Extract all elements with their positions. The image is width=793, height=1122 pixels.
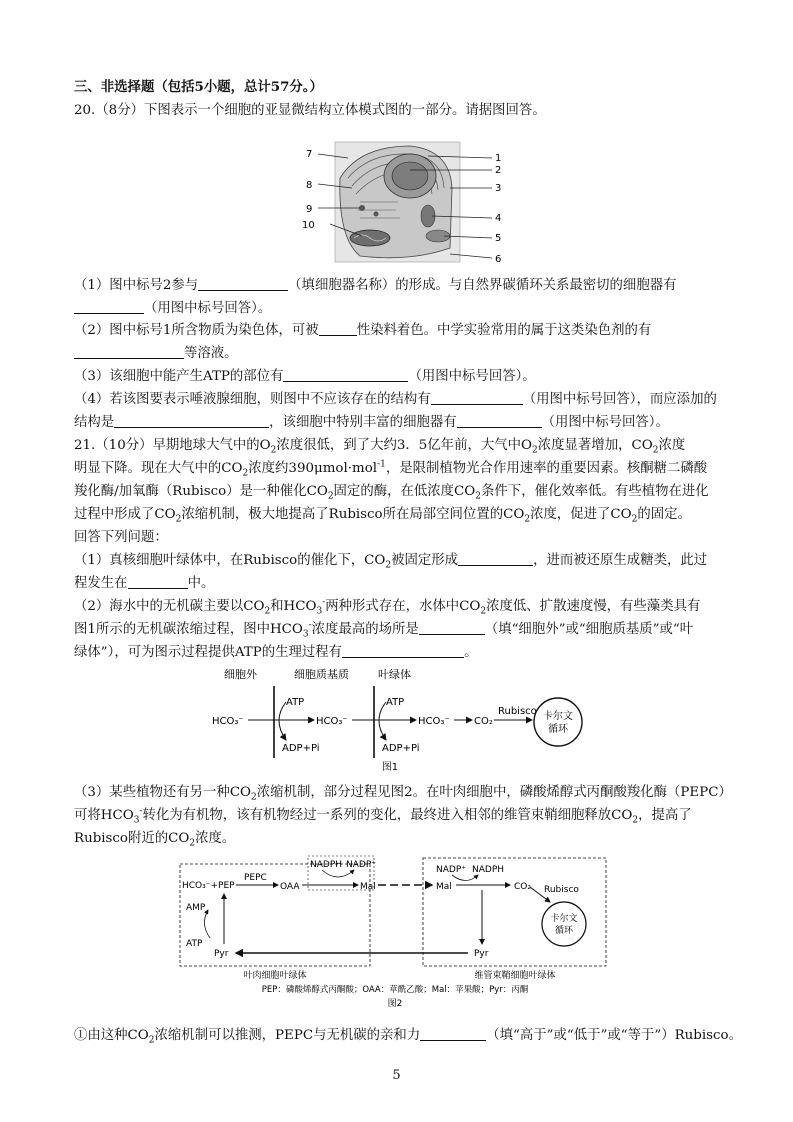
superscript: -1 [377, 459, 386, 470]
fig-label-3: 3 [495, 183, 502, 194]
text: 结构是 [74, 415, 115, 430]
nadp-label-left: NADP⁺ [346, 860, 376, 870]
text: （3）某些植物还有另一种CO [74, 785, 252, 800]
figure-1-caption: 图1 [381, 762, 399, 773]
text: （填细胞器名称）的形成。与自然界碳循环关系最密切的细胞器有 [288, 278, 677, 293]
region-label-cytoplasm: 细胞质基质 [294, 668, 349, 681]
text: 的固定。 [637, 507, 691, 522]
atp-label-fig2: ATP [186, 939, 203, 949]
nadph-label-right: NADPH [472, 865, 505, 875]
text: 中。 [187, 576, 215, 591]
text: 性染料着色。中学实验常用的属于这类染色剂的有 [356, 323, 652, 338]
hco3-outside: HCO₃⁻ [212, 716, 244, 727]
text: 羧化酶/加氧酶（Rubisco）是一种催化CO [74, 484, 328, 499]
calvin-cycle-label-fig2-2: 循环 [554, 926, 574, 936]
text: 图1所示的无机碳浓缩过程，图中HCO [74, 622, 303, 637]
text: 程发生在 [74, 576, 128, 591]
text: （4）若该图要表示唾液腺细胞，则图中不应该存在的结构有 [74, 392, 431, 407]
text: ，是限制植物光合作用速率的重要因素。核酮糖二磷酸 [385, 461, 708, 476]
section-title: 三、非选择题（包括5小题，总计57分。） [74, 79, 323, 95]
fig-label-5: 5 [495, 233, 502, 244]
q21-stem-line4: 过程中形成了$CO_2$浓缩机制，极大地提高了Rubisco所在局部空间位置的$CO_2$浓度，促进了$CO_2$的固定。 [74, 507, 691, 525]
text: （填“细胞外”或“细胞质基质”或“叶 [484, 622, 694, 637]
atp-label-1: ATP [286, 697, 305, 708]
text: 浓度，促进了CO [530, 507, 632, 522]
answer-blank[interactable] [128, 575, 188, 589]
text: 过程中形成了CO [74, 507, 176, 522]
cell-structure-drawing [300, 138, 510, 266]
text: 浓度很低，到了大约3．5亿年前，大气中O [276, 438, 533, 453]
q20-part3 [74, 368, 536, 385]
calvin-cycle-circle-fig2 [542, 902, 586, 946]
q21-prompt: 回答下列问题： [74, 530, 168, 545]
text: Rubisco附近的CO [74, 831, 190, 846]
text: 。 [464, 645, 478, 660]
text: 浓度 [658, 438, 686, 453]
fig-label-4: 4 [495, 213, 502, 224]
answer-blank[interactable] [458, 552, 533, 566]
atp-label-2: ATP [386, 697, 405, 708]
text: 条件下，催化效率低。有些植物在进化 [481, 484, 709, 499]
rubisco-label-fig2: Rubisco [544, 885, 579, 895]
answer-blank[interactable] [114, 414, 269, 428]
answer-blank[interactable] [419, 621, 485, 635]
pyr-label-left: Pyr [214, 949, 229, 959]
fig-label-6: 6 [495, 254, 502, 265]
q20-part4-line1 [74, 391, 717, 408]
answer-blank[interactable] [283, 368, 408, 382]
q21-part3-line1: （3）某些植物还有另一种$CO_2$浓缩机制，部分过程见图2。在叶肉细胞中，磷酸烯醇式丙酮酸羧化酶（PEPC） [74, 785, 732, 803]
text: ，提高了 [638, 808, 692, 823]
text: （3）该细胞中能产生ATP的部位有 [74, 369, 284, 384]
q20-part4-line2 [74, 414, 669, 431]
answer-blank[interactable] [342, 644, 464, 658]
text: （用图中标号回答）。 [144, 301, 272, 316]
text: 21.（10分）早期地球大气中的O [74, 438, 271, 453]
oaa-label: OAA [280, 882, 300, 892]
nadp-label-right: NADP⁺ [436, 865, 466, 875]
text: （1）图中标号2参与 [74, 278, 199, 293]
fig-label-1: 1 [495, 153, 502, 164]
calvin-cycle-label-fig2-1: 卡尔文 [550, 914, 578, 924]
calvin-cycle-circle [534, 698, 582, 746]
q21-stem-line2: 明显下降。现在大气中的$CO_2$浓度约390μmol·mol$^{-1}$，是限制植物光合作用速率的重要因素。核酮糖二磷酸 [74, 459, 708, 479]
amp-label: AMP [186, 903, 206, 913]
calvin-cycle-label-2: 循环 [548, 724, 568, 735]
region-label-outside: 细胞外 [224, 668, 257, 681]
text: ，进而被还原生成糖类，此过 [533, 553, 708, 568]
fig-label-2: 2 [495, 165, 502, 176]
q21-part2-line3 [74, 644, 477, 661]
q20-stem: 20.（8分）下图表示一个细胞的亚显微结构立体模式图的一部分。请据图回答。 [74, 103, 546, 118]
rubisco-label: Rubisco [498, 706, 537, 717]
text: （填“高于”或“低于”或“等于”）Rubisco。 [486, 1028, 742, 1043]
text: 浓度显著增加，CO [537, 438, 653, 453]
text: ①由这种CO [74, 1028, 149, 1043]
text: （1）真核细胞叶绿体中，在Rubisco的催化下，CO [74, 553, 386, 568]
mesophyll-chloroplast-box [180, 864, 370, 966]
text: 固定的酶，在低浓度CO [333, 484, 476, 499]
answer-blank[interactable] [198, 277, 288, 291]
figure-2-caption: 图2 [387, 999, 403, 1009]
text: （用图中标号回答），而应添加的 [522, 392, 717, 407]
q20-part2-line2 [74, 345, 238, 362]
mal-label-left: Mal [360, 882, 376, 892]
figure-1-diagram [210, 664, 590, 776]
page-number: 5 [392, 1068, 401, 1083]
text: 被固定形成 [391, 553, 459, 568]
q21-subpart1: ①由这种$CO_2$浓缩机制可以推测，PEPC与无机碳的亲和力 （填“高于”或“低于”或“等于”）Rubisco。 [74, 1028, 742, 1046]
region-label-chloroplast: 叶绿体 [378, 668, 411, 681]
answer-blank[interactable] [319, 322, 357, 336]
q21-part2-line1: （2）海水中的无机碳主要以$CO_2$和$HCO_3^-$两种形式存在，水体中$CO_2$浓度低、扩散速度慢，有些藻类具有 [74, 597, 701, 617]
hco3-chloroplast: HCO₃⁻ [418, 716, 450, 727]
answer-blank[interactable] [74, 345, 184, 359]
nadph-label-left: NADPH [310, 860, 343, 870]
bundle-sheath-box-label: 维管束鞘细胞叶绿体 [474, 971, 556, 981]
text: 可将HCO [74, 808, 134, 823]
text: 绿体”），可为图示过程提供ATP的生理过程有 [74, 645, 343, 660]
q21-part2-line2: 图1所示的无机碳浓缩过程，图中$HCO_3^-$浓度最高的场所是 （填“细胞外”或“细胞质基质”或“叶 [74, 620, 694, 640]
text: 浓缩机制可以推测，PEPC与无机碳的亲和力 [154, 1028, 421, 1043]
text: （2）海水中的无机碳主要以CO [74, 599, 265, 614]
figure-2-diagram [170, 852, 620, 1012]
mal-label-right: Mal [436, 882, 452, 892]
answer-blank[interactable] [420, 1027, 486, 1041]
text: 两种形式存在，水体中CO [325, 599, 481, 614]
pyr-label-right: Pyr [474, 949, 489, 959]
pepc-label: PEPC [244, 873, 267, 883]
q21-stem-line1: 21.（10分）早期地球大气中的$O_2$浓度很低，到了大约3．5亿年前，大气中$O_2$浓度显著增加，$CO_2$浓度 [74, 438, 686, 456]
co2-label-fig2: CO₂ [514, 882, 531, 892]
co2-label: CO₂ [474, 716, 493, 727]
figure-1 [210, 664, 590, 776]
text: 等溶液。 [184, 346, 238, 361]
text: （2）图中标号1所含物质为染色体，可被 [74, 323, 319, 338]
answer-blank[interactable] [74, 300, 144, 314]
adp-label-1: ADP+Pi [282, 743, 320, 754]
calvin-cycle-label-1: 卡尔文 [543, 711, 573, 722]
answer-blank[interactable] [457, 414, 542, 428]
figure-2 [170, 852, 620, 1012]
q20-part2-line1 [74, 322, 651, 339]
mesophyll-box-label: 叶肉细胞叶绿体 [243, 971, 307, 981]
text: 和HCO [270, 599, 317, 614]
q21-part3-line2: 可将$HCO_3^-$转化为有机物，该有机物经过一系列的变化，最终进入相邻的维管束鞘细胞释放$CO_2$，提高了 [74, 806, 692, 826]
figure-2-legend: PEP：磷酸烯醇式丙酮酸；OAA：草酰乙酸；Mal：苹果酸；Pyr：丙酮 [261, 985, 529, 995]
q21-part1-line2 [74, 575, 214, 592]
text: 浓度低、扩散速度慢，有些藻类具有 [486, 599, 701, 614]
q21-stem-line3: 羧化酶/加氧酶（Rubisco）是一种催化$CO_2$固定的酶，在低浓度$CO_2$条件下，催化效率低。有些植物在进化 [74, 484, 709, 502]
text: （用图中标号回答）。 [541, 415, 669, 430]
text: 浓度最高的场所是 [311, 622, 419, 637]
fig-label-9: 9 [306, 204, 313, 215]
adp-label-2: ADP+Pi [382, 743, 420, 754]
text: （用图中标号回答）。 [408, 369, 536, 384]
text: ，该细胞中特别丰富的细胞器有 [269, 415, 457, 430]
text: 转化为有机物，该有机物经过一系列的变化，最终进入相邻的维管束鞘细胞释放CO [142, 808, 633, 823]
q21-part1-line1: （1）真核细胞叶绿体中，在Rubisco的催化下，$CO_2$被固定形成 ，进而被还原生成糖类，此过 [74, 553, 708, 571]
text: 明显下降。现在大气中的CO [74, 461, 243, 476]
fig-label-8: 8 [306, 180, 313, 191]
text: 浓缩机制，极大地提高了Rubisco所在局部空间位置的CO [181, 507, 525, 522]
fig-label-10: 10 [302, 220, 315, 231]
hco3-cytoplasm: HCO₃⁻ [316, 716, 348, 727]
answer-blank[interactable] [431, 391, 523, 405]
fig-label-7: 7 [306, 149, 313, 160]
text: 浓缩机制，部分过程见图2。在叶肉细胞中，磷酸烯醇式丙酮酸羧化酶（PEPC） [256, 785, 732, 800]
hco3-pep-label: HCO₃⁻+PEP [182, 881, 235, 891]
text: 浓度约390μmol·mol [248, 461, 378, 476]
q20-part1-line2 [74, 300, 271, 317]
text: 浓度。 [195, 831, 236, 846]
cell-structure-figure [300, 138, 510, 266]
q20-part1-line1 [74, 277, 677, 294]
q21-part3-line3: Rubisco附近的$CO_2$浓度。 [74, 831, 236, 849]
